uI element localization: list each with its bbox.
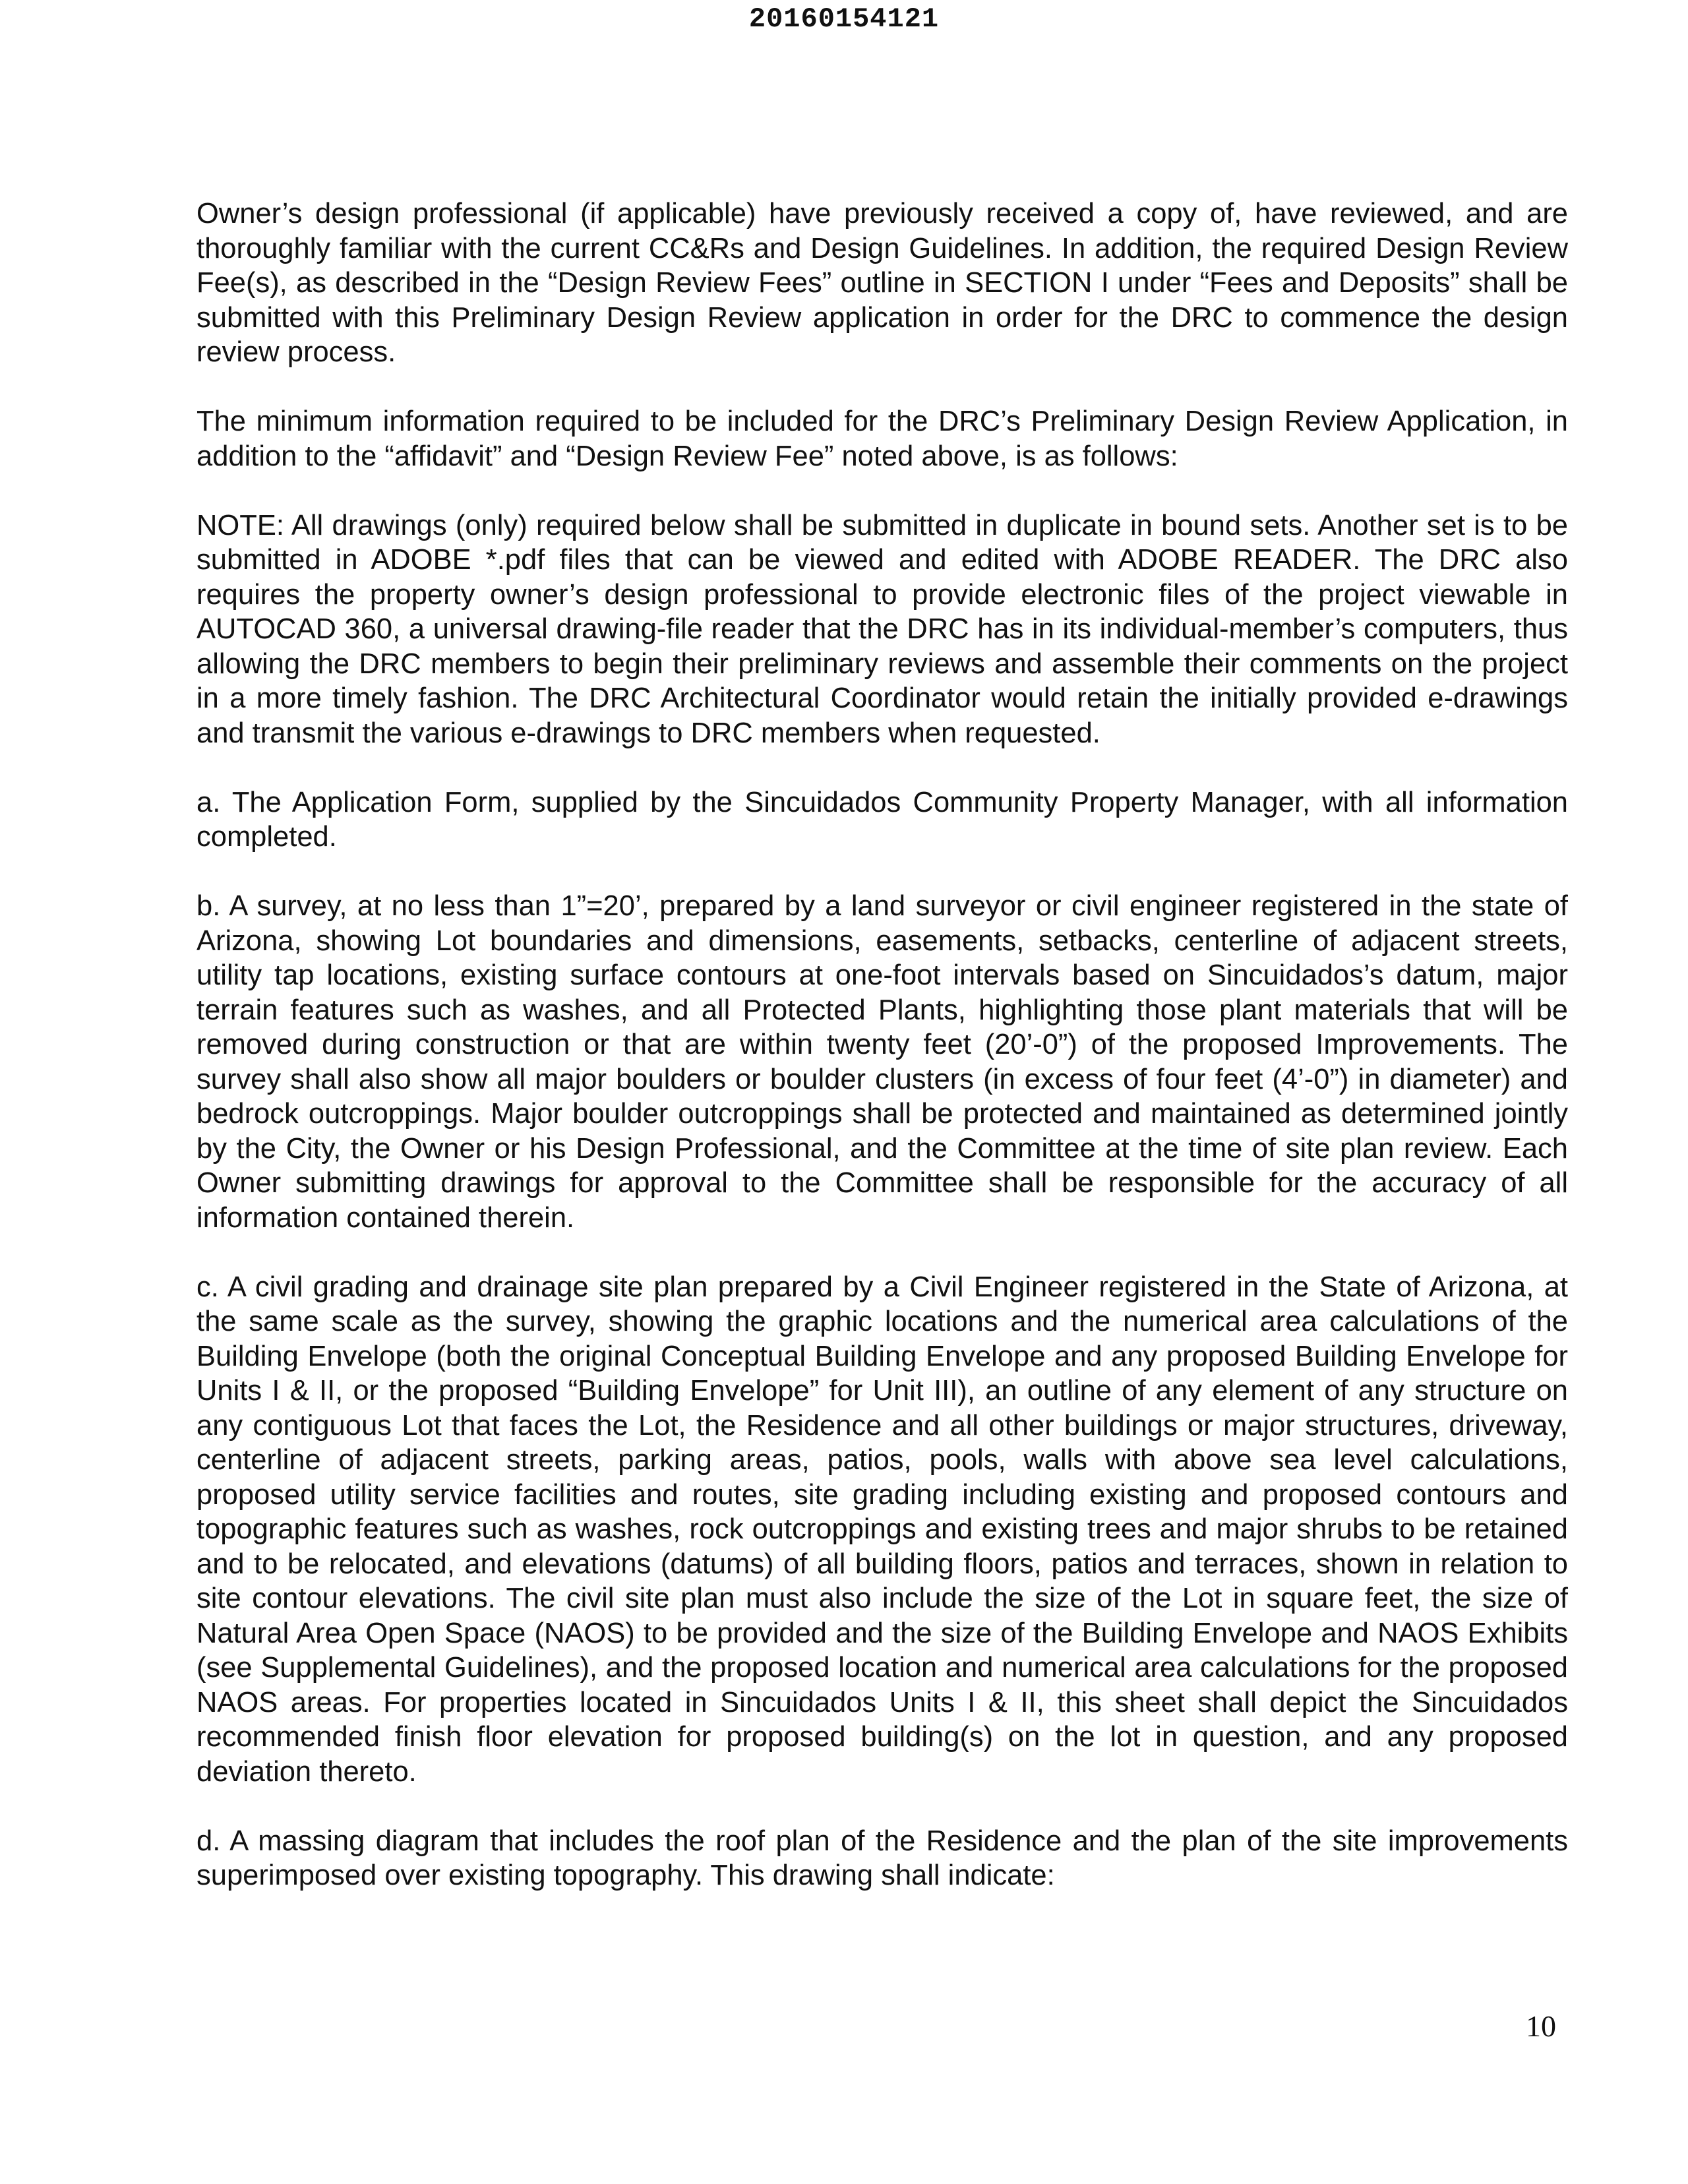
page-body [196,197,1568,1927]
paragraph-item-c-civil-grading-plan: c. A civil grading and drainage site plan prepared by a Civil Engineer registered in the State of Arizona, at the same scale as the survey, showing the graphic locations and the numerical area calculations of the Building Envelope (both the original Conceptual Building Envelope and any proposed Building Envelope for Units I & II, or the proposed “Building Envelope” for Unit III), an outline of any element of any structure on any contiguous Lot that faces the Lot, the Residence and all other buildings or major structures, driveway, centerline of adjacent streets, parking areas, patios, pools, walls with above sea level calculations, proposed utility service facilities and routes, site grading including existing and proposed contours and topographic features such as washes, rock outcroppings and existing trees and major shrubs to be retained and to be relocated, and elevations (datums) of all building floors, patios and terraces, shown in relation to site contour elevations. The civil site plan must also include the size of the Lot in square feet, the size of Natural Area Open Space (NAOS) to be provided and the size of the Building Envelope and NAOS Exhibits (see Supplemental Guidelines), and the proposed location and numerical area calculations for the proposed NAOS areas. For properties located in Sincuidados Units I & II, this sheet shall depict the Sincuidados recommended finish floor elevation for proposed building(s) on the lot in question, and any proposed deviation thereto. [196,1271,1568,1788]
paragraph-minimum-information: The minimum information required to be included for the DRC’s Preliminary Design Review Application, in addition to the “affidavit” and “Design Review Fee” noted above, is as follows: [196,406,1568,472]
paragraph-note-drawings: NOTE: All drawings (only) required below shall be submitted in duplicate in bound sets. Another set is to be submitted in ADOBE *.pdf files that can be viewed and edited with ADOBE READER. The DRC also requires the property owner’s design professional to provide electronic files of the project viewable in AUTOCAD 360, a universal drawing-file reader that the DRC has in its individual-member’s computers, thus allowing the DRC members to begin their preliminary reviews and assemble their comments on the project in a more timely fashion. The DRC Architectural Coordinator would retain the initially provided e-drawings and transmit the various e-drawings to DRC members when requested. [196,509,1568,749]
page-number: 10 [1526,2009,1556,2043]
document-number: 20160154121 [748,3,940,35]
paragraph-item-a-application-form: a. The Application Form, supplied by the Sincuidados Community Property Manager, with all information completed. [196,786,1568,853]
paragraph-item-d-massing-diagram: d. A massing diagram that includes the roof plan of the Residence and the plan of the site improvements superimposed over existing topography. This drawing shall indicate: [196,1825,1568,1891]
paragraph-item-b-survey: b. A survey, at no less than 1”=20’, prepared by a land surveyor or civil engineer registered in the state of Arizona, showing Lot boundaries and dimensions, easements, setbacks, centerline of adjacent streets, utility tap locations, existing surface contours at one-foot intervals based on Sincuidados’s datum, major terrain features such as washes, and all Protected Plants, highlighting those plant materials that will be removed during construction or that are within twenty feet (20’-0”) of the proposed Improvements. The survey shall also show all major boulders or boulder clusters (in excess of four feet (4’-0”) in diameter) and bedrock outcroppings. Major boulder outcroppings shall be protected and maintained as determined jointly by the City, the Owner or his Design Professional, and the Committee at the time of site plan review. Each Owner submitting drawings for approval to the Committee shall be responsible for the accuracy of all information contained therein. [196,890,1568,1234]
paragraph-owner-design-professional: Owner’s design professional (if applicable) have previously received a copy of, have reviewed, and are thoroughly familiar with the current CC&Rs and Design Guidelines. In addition, the required Design Review Fee(s), as described in the “Design Review Fees” outline in SECTION I under “Fees and Deposits” shall be submitted with this Preliminary Design Review application in order for the DRC to commence the design review process. [196,198,1568,368]
